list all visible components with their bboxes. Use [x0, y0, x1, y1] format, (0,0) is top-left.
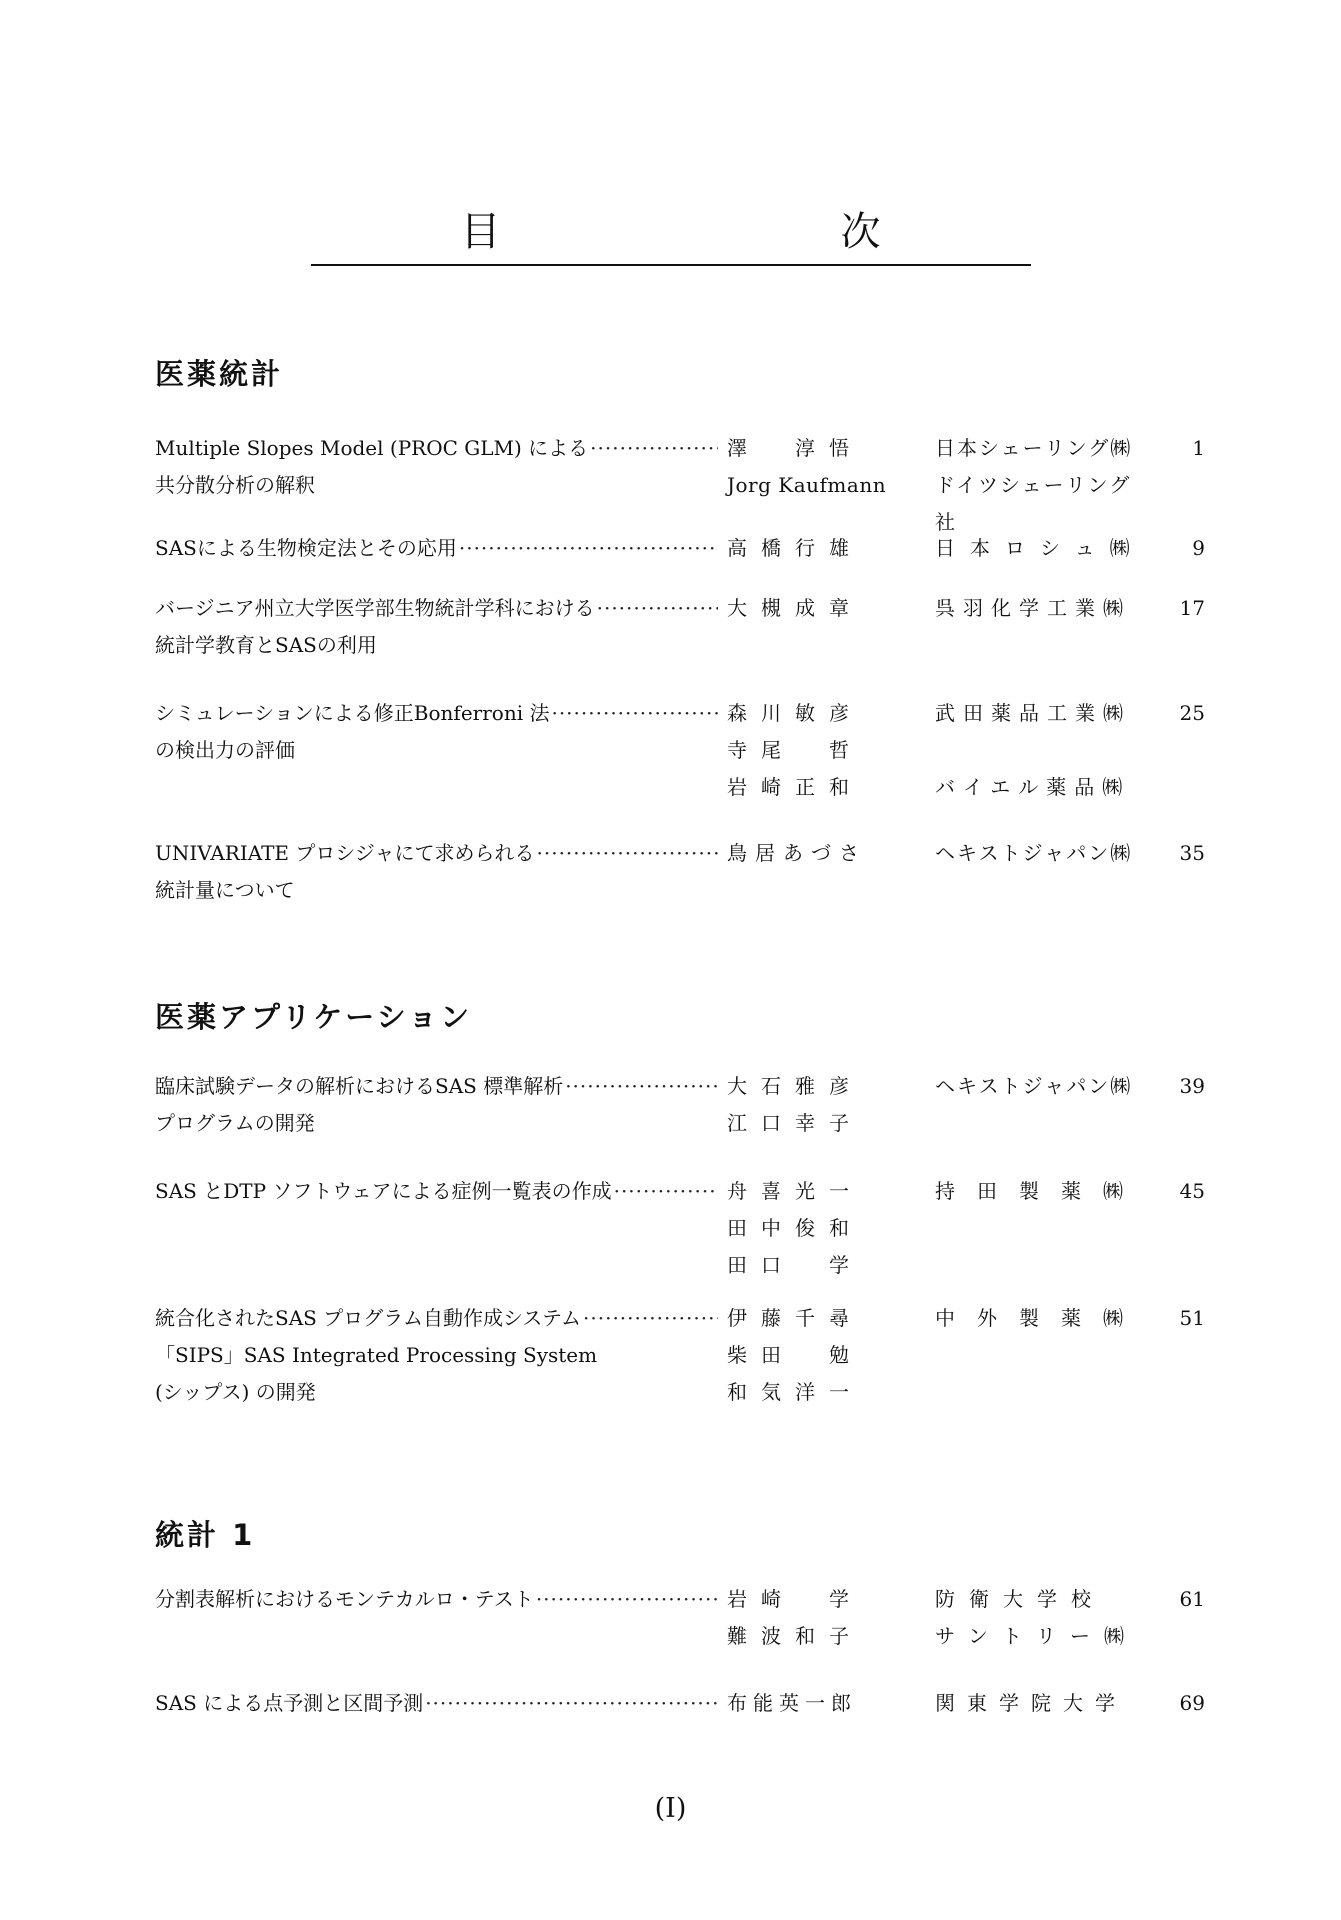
- entry-affiliations: [935, 1581, 1145, 1655]
- section-title: 医薬統計: [155, 357, 284, 391]
- entry-title-line: SASによる生物検定法とその応用: [155, 536, 457, 560]
- section-iyaku-toukei: [155, 352, 1205, 393]
- page-number-footer: (I): [654, 1793, 687, 1824]
- entry-title-line: の検出力の評価: [155, 738, 295, 762]
- entry-title-line: (シップス) の開発: [155, 1380, 316, 1404]
- entry-page: 45: [1179, 1179, 1205, 1203]
- entry-title: [155, 430, 720, 504]
- leader-dots: [597, 590, 718, 627]
- entry-page: 25: [1179, 701, 1205, 725]
- author: 田口 学: [727, 1253, 863, 1277]
- entry-page: 35: [1179, 841, 1205, 865]
- author: 舟喜光一: [727, 1179, 863, 1203]
- author: 和気洋一: [727, 1380, 863, 1404]
- entry-affiliations: [935, 1300, 1145, 1337]
- affiliation: 関東学院大学: [935, 1691, 1127, 1715]
- author: 鳥居あづさ: [727, 841, 867, 865]
- affiliation: 呉羽化学工業㈱: [935, 596, 1131, 620]
- page-title: 目 次: [311, 208, 1031, 266]
- entry-title-line: Multiple Slopes Model (PROC GLM) による: [155, 436, 589, 460]
- author: 田中俊和: [727, 1216, 863, 1240]
- affiliation: [935, 732, 1145, 769]
- entry-title: [155, 1173, 720, 1210]
- affiliation: 日本ロシュ㈱: [935, 536, 1145, 560]
- author: 岩崎 学: [727, 1587, 863, 1611]
- leader-dots: [537, 835, 719, 872]
- leader-dots: [459, 530, 718, 567]
- leader-dots: [551, 695, 718, 732]
- leader-dots: [425, 1685, 718, 1722]
- entry-title: [155, 835, 720, 909]
- affiliation: ヘキストジャパン㈱: [935, 1074, 1133, 1098]
- entry-title: [155, 695, 720, 769]
- entry-affiliations: [935, 530, 1145, 567]
- entry-title-line: 臨床試験データの解析におけるSAS 標準解析: [155, 1074, 564, 1098]
- author: 伊藤千尋: [727, 1306, 863, 1330]
- entry-affiliations: [935, 590, 1145, 627]
- entry-page: 1: [1192, 436, 1205, 460]
- entry-page: 9: [1192, 536, 1205, 560]
- author: 寺尾 哲: [727, 738, 863, 762]
- entry-affiliations: [935, 1173, 1145, 1210]
- author: 柴田 勉: [727, 1343, 863, 1367]
- entry-title-line: 共分散分析の解釈: [155, 473, 315, 497]
- entry-title-line: 統合化されたSAS プログラム自動作成システム: [155, 1306, 582, 1330]
- entry-title-line: UNIVARIATE プロシジャにて求められる: [155, 841, 535, 865]
- author: 森川敏彦: [727, 701, 863, 725]
- section-title: 統計 1: [155, 1518, 256, 1552]
- leader-dots: [583, 1300, 718, 1337]
- entry-page: 17: [1179, 596, 1205, 620]
- entry-authors: [727, 1068, 917, 1142]
- section-title: 医薬アプリケーション: [155, 1000, 473, 1034]
- author: 大石雅彦: [727, 1074, 863, 1098]
- entry-affiliations: [935, 430, 1145, 541]
- affiliation: 持田製薬㈱: [935, 1179, 1145, 1203]
- entry-title-line: 統計学教育とSASの利用: [155, 633, 377, 657]
- entry-title: [155, 530, 720, 567]
- entry-affiliations: [935, 1685, 1145, 1722]
- entry-title-line: SAS とDTP ソフトウェアによる症例一覧表の作成: [155, 1179, 612, 1203]
- entry-affiliations: [935, 695, 1145, 806]
- entry-title: [155, 1068, 720, 1142]
- entry-title-line: プログラムの開発: [155, 1111, 315, 1135]
- author: 岩崎正和: [727, 775, 863, 799]
- entry-title: [155, 1581, 720, 1618]
- entry-title-line: 「SIPS」SAS Integrated Processing System: [155, 1343, 598, 1367]
- entry-authors-latin: [727, 467, 917, 504]
- entry-title-line: 統計量について: [155, 878, 295, 902]
- author: 難波和子: [727, 1624, 863, 1648]
- entry-title: [155, 1685, 720, 1722]
- affiliation: ドイツシェーリング社: [935, 473, 1132, 534]
- entry-authors: [727, 530, 917, 567]
- entry-title-line: SAS による点予測と区間予測: [155, 1691, 424, 1715]
- author: 澤 淳悟: [727, 436, 863, 460]
- entry-authors: [727, 1300, 917, 1411]
- entry-title: [155, 1300, 720, 1411]
- affiliation: サントリー㈱: [935, 1624, 1138, 1648]
- entry-page: 61: [1179, 1587, 1205, 1611]
- leader-dots: [614, 1173, 718, 1210]
- affiliation: 中外製薬㈱: [935, 1306, 1145, 1330]
- page-title-wrap: [0, 208, 1341, 266]
- entry-page: 39: [1179, 1074, 1205, 1098]
- entry-authors: [727, 430, 917, 467]
- entry-authors: [727, 1581, 917, 1655]
- entry-authors: [727, 590, 917, 627]
- leader-dots: [590, 430, 718, 467]
- entry-authors: [727, 835, 917, 872]
- section-iyaku-application: [155, 995, 1205, 1036]
- author: Jorg Kaufmann: [727, 473, 887, 497]
- entry-title-line: 分割表解析におけるモンテカルロ・テスト: [155, 1587, 534, 1611]
- affiliation: 防衛大学校: [935, 1587, 1105, 1611]
- author: 高橋行雄: [727, 536, 863, 560]
- author: 大槻成章: [727, 596, 863, 620]
- entry-page: 51: [1179, 1306, 1205, 1330]
- affiliation: 武田薬品工業㈱: [935, 701, 1131, 725]
- entry-affiliations: [935, 835, 1145, 872]
- leader-dots: [536, 1581, 718, 1618]
- entry-title-line: バージニア州立大学医学部生物統計学科における: [155, 596, 595, 620]
- section-toukei-1: [155, 1513, 1205, 1554]
- affiliation: ヘキストジャパン㈱: [935, 841, 1133, 865]
- author: 江口幸子: [727, 1111, 863, 1135]
- leader-dots: [565, 1068, 718, 1105]
- entry-affiliations: [935, 1068, 1145, 1105]
- affiliation: 日本シェーリング㈱: [935, 436, 1133, 460]
- entry-authors: [727, 1173, 917, 1284]
- affiliation: バイエル薬品㈱: [935, 775, 1131, 799]
- entry-authors: [727, 1685, 917, 1722]
- entry-page: 69: [1179, 1691, 1205, 1715]
- entry-title: [155, 590, 720, 664]
- author: 布能英一郎: [727, 1691, 857, 1715]
- entry-title-line: シミュレーションによる修正Bonferroni 法: [155, 701, 550, 725]
- entry-authors: [727, 695, 917, 806]
